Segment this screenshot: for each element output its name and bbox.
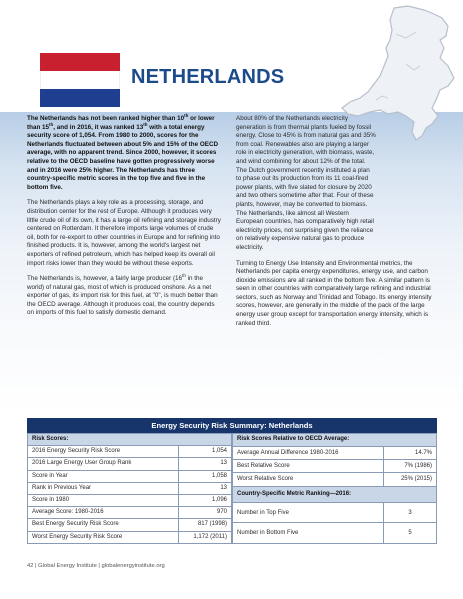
table-header: Risk Scores Relative to OECD Average: — [233, 434, 437, 447]
table-row: Average Annual Difference 1980-2016 14.7% — [233, 447, 437, 460]
table-row: Rank in Previous Year 13 — [28, 482, 232, 494]
risk-summary-table — [27, 418, 437, 544]
table-title: Energy Security Risk Summary: Netherlands — [27, 418, 437, 433]
body-paragraph: The Netherlands plays a key role as a processing, storage, and distribution center for the rest of Europe. Although it produces very little crude oil of its own, it has a large oil refining and storage industry centered on Rotterdam. It therefore imports large volumes of crude oil, both for re-export to other countries in Europe and for refining into finished products. It is, however, among the world's largest net exporters of refined petroleum, which has helped keep its overall oil import risks lower than they would be without these exports. — [27, 199, 221, 267]
table-row: Number in Top Five 3 — [233, 502, 437, 522]
table-header: Risk Scores: — [28, 434, 232, 446]
lead-paragraph: The Netherlands has not been ranked higher than 10th or lower than 15th, and in 2016, it was ranked 13th with a total energy security score of 1,054. From 1980 to 2000, scores for the Netherlands fluctuated between about 5% and 15% of the OECD average, with no apparent trend. Since 2000, however, it scores relative to the OECD baseline have gotten progressively worse and in 2016 were 25% higher. The Netherlands has three country-specific metric scores in the top five and five in the bottom five. — [27, 112, 219, 191]
table-row: 2016 Large Energy User Group Rank 13 — [28, 458, 232, 470]
body-paragraph: Turning to Energy Use Intensity and Environmental metrics, the Netherlands per capita energy expenditures, energy use, and carbon dioxide emissions are all ranked in the bottom five. A similar pattern is seen in other countries with comparatively large refining and industrial sectors, such as Norway and Trinidad and Tobago. Its energy intensity scores, however, are generally in the middle of the pack of the large energy user group except for transportation energy intensity, which is ranked third. — [236, 259, 432, 327]
table-row: Number in Bottom Five 5 — [233, 523, 437, 544]
table-row: Average Score: 1980-2016 970 — [28, 507, 232, 519]
table-row: Best Relative Score 7% (1986) — [233, 460, 437, 473]
left-text-column — [27, 112, 221, 325]
table-subheader: Country-Specific Metric Ranking—2016: — [233, 486, 437, 502]
table-row: Score in 1980 1,096 — [28, 495, 232, 507]
page-title: NETHERLANDS — [131, 66, 285, 88]
table-row: Worst Energy Security Risk Score 1,172 (2011) — [28, 531, 232, 543]
risk-scores-table — [27, 433, 232, 544]
table-row: 2016 Energy Security Risk Score 1,054 — [28, 446, 232, 458]
body-paragraph: About 80% of the Netherlands electricity generation is from thermal plants fueled by fossil energy. Close to 45% is from natural gas and 35% from coal. Renewables also are playing a larger role in electricity generation, with biomass, waste, and wind combining for about 12% of the total. The Dutch government recently instituted a plan to phase out its production from its 11 coal-fired power plants, with five slated for closure by 2020 and two others sometime after that. Four of these plants, however, may be converted to biomass. The Netherlands, like almost all Western European countries, has comparatively high retail electricity prices, not surprising given the reliance on relatively expensive natural gas to produce electricity. — [236, 115, 376, 251]
table-row: Worst Relative Score 25% (2015) — [233, 473, 437, 486]
body-paragraph: The Netherlands is, however, a fairly large producer (16th in the world) of natural gas, most of which is produced onshore. As a net exporter of gas, its import risk for this fuel, at "0", is much better than the OECD average. Although it produces coal, the country depends on imports of this fuel to satisfy domestic demand. — [27, 273, 218, 317]
table-row: Best Energy Security Risk Score 817 (1998) — [28, 519, 232, 531]
netherlands-flag-icon — [40, 53, 120, 107]
page-footer: 42 | Global Energy Institute | globalenergyinstitute.org — [27, 563, 165, 569]
right-text-column — [236, 115, 436, 335]
table-row: Score in Year 1,058 — [28, 470, 232, 482]
relative-scores-table — [232, 433, 437, 544]
